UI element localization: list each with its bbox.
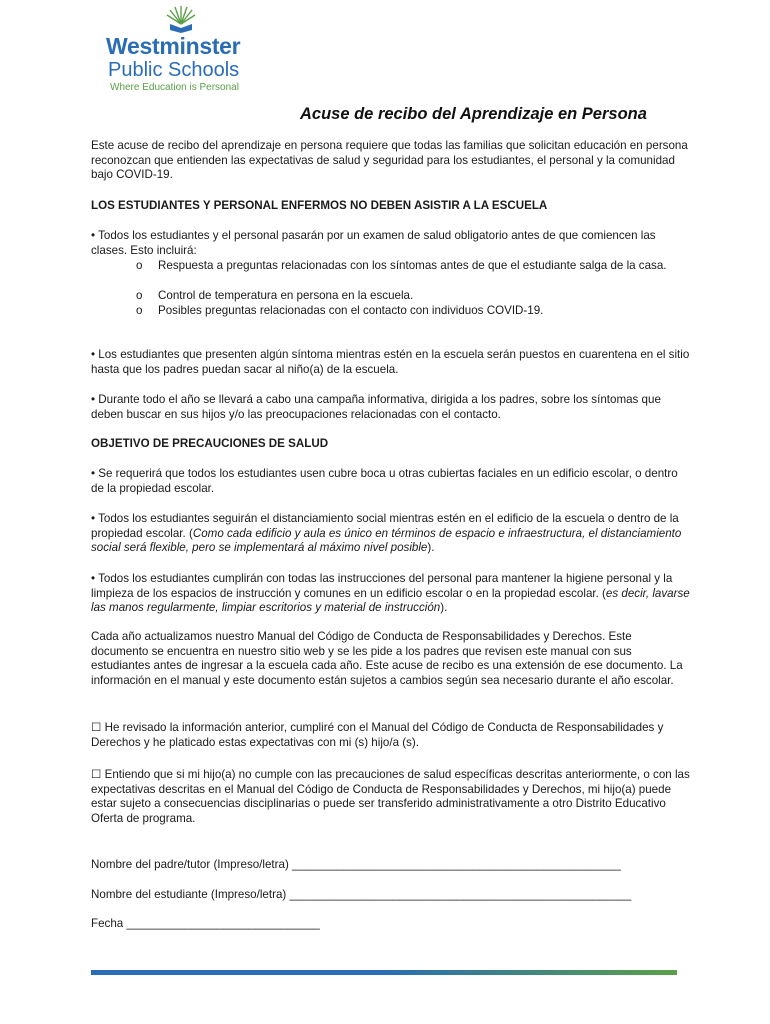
sub-list-text: Control de temperatura en persona en la escuela.	[158, 289, 414, 302]
sub-list-marker: o	[136, 259, 143, 272]
logo-title: Westminster	[106, 33, 241, 59]
sub-list-marker: o	[136, 304, 143, 317]
sub-list-text: Posibles preguntas relacionadas con el contacto con individuos COVID-19.	[158, 304, 544, 317]
bullet-hygiene	[91, 572, 691, 616]
section-heading-sick: LOS ESTUDIANTES Y PERSONAL ENFERMOS NO DEBEN ASISTIR A LA ESCUELA	[91, 199, 548, 212]
section-heading-precautions: OBJETIVO DE PRECAUCIONES DE SALUD	[91, 437, 329, 450]
date-field[interactable]: Fecha ______________________________	[91, 917, 320, 930]
bullet-text-end: ).	[427, 541, 435, 555]
acknowledgement-checkbox-consequences[interactable]: ☐ Entiendo que si mi hijo(a) no cumple con las precauciones de salud específicas descritas anteriormente, o con las expectativas descritas en el Manual del Código de Conducta de Responsabilidades y Derechos, mi hijo(a) puede estar sujeto a consecuencias disciplinarias o puede ser transferido administrativamente a otro Distrito Educativo Oferta de programa.	[91, 768, 690, 825]
sub-list-item	[136, 289, 692, 304]
bullet-quarantine: • Los estudiantes que presenten algún síntoma mientras estén en la escuela serán puestos en cuarentena en el sitio hasta que los padres puedan sacar al niño(a) de la escuela.	[91, 348, 690, 376]
acknowledgement-checkbox-reviewed[interactable]: ☐ He revisado la información anterior, cumpliré con el Manual del Código de Conducta de Responsabilidades y Derechos y he platicado estas expectativas con mi (s) hijo/a (s).	[91, 721, 664, 749]
bullet-text: • Todos los estudiantes seguirán el distanciamiento social mientras estén en el edificio de la escuela o dentro de la propiedad escolar. (	[91, 512, 679, 540]
document-title: Acuse de recibo del Aprendizaje en Persona	[300, 105, 647, 123]
logo-subtitle: Public Schools	[108, 59, 240, 81]
student-name-field[interactable]: Nombre del estudiante (Impreso/letra) _____________________________________________________	[91, 888, 632, 901]
book-sunburst-icon	[166, 4, 196, 34]
intro-paragraph: Este acuse de recibo del aprendizaje en persona requiere que todas las familias que solicitan educación en persona reconozcan que entienden las expectativas de salud y seguridad para los estudiantes, el personal y la comunidad bajo COVID-19.	[91, 139, 688, 182]
sub-list-item	[136, 259, 692, 274]
district-logo	[104, 4, 264, 96]
parent-name-field[interactable]: Nombre del padre/tutor (Impreso/letra) ___________________________________________________	[91, 858, 621, 871]
bullet-text-end: ).	[440, 601, 448, 615]
logo-tagline: Where Education is Personal	[110, 82, 239, 93]
manual-paragraph: Cada año actualizamos nuestro Manual del Código de Conducta de Responsabilidades y Derechos. Este documento se encuentra en nuestro sitio web y se les pide a los padres que revisen este manual con sus estudiantes antes de ingresar a la escuela cada año. Este acuse de recibo es una extensión de ese documento. La información en el manual y este documento están sujetos a cambios según sea necesario durante el año escolar.	[91, 630, 683, 687]
bullet-health-screening: • Todos los estudiantes y el personal pasarán por un examen de salud obligatorio antes de que comiencen las clases. Esto incluirá:	[91, 229, 656, 257]
bullet-social-distancing	[91, 512, 691, 556]
footer-divider	[91, 970, 677, 975]
bullet-face-coverings: • Se requerirá que todos los estudiantes usen cubre boca u otras cubiertas faciales en un edificio escolar, o dentro de la propiedad escolar.	[91, 467, 678, 495]
bullet-text: • Todos los estudiantes cumplirán con todas las instrucciones del personal para mantener la higiene personal y la limpieza de los espacios de instrucción y comunes en un edificio escolar o en la propiedad escolar. (	[91, 572, 673, 600]
sub-list-text: Respuesta a preguntas relacionadas con los síntomas antes de que el estudiante salga de la casa.	[158, 259, 667, 272]
sub-list-marker: o	[136, 289, 143, 302]
bullet-italic-note: es decir, lavarse las manos regularmente, limpiar escritorios y material de instrucción	[91, 586, 690, 615]
bullet-info-campaign: • Durante todo el año se llevará a cabo una campaña informativa, dirigida a los padres, sobre los síntomas que deben buscar en sus hijos y/o las preocupaciones relacionadas con el contacto.	[91, 393, 661, 421]
sub-list-item	[136, 304, 692, 319]
bullet-italic-note: Como cada edificio y aula es único en términos de espacio e infraestructura, el distanciamiento social será flexible, pero se implementará al máximo nivel posible	[91, 526, 682, 555]
